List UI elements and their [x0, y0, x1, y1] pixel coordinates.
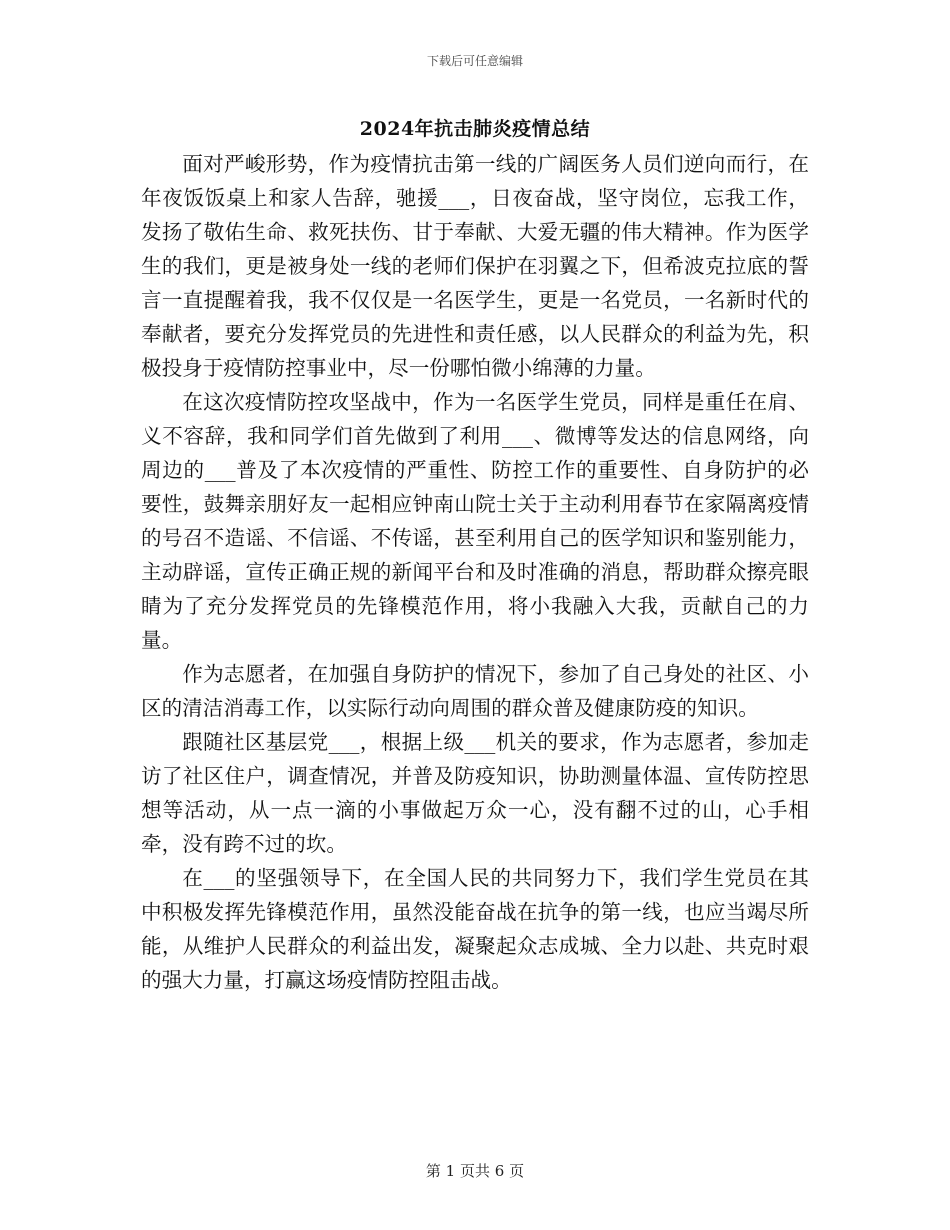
paragraph-2: 在这次疫情防控攻坚战中，作为一名医学生党员，同样是重任在肩、义不容辞，我和同学们首先做到了利用___、微博等发达的信息网络，向周边的___普及了本次疫情的严重性、防控工作的重要性、自身防护的必要性，鼓舞亲朋好友一起相应钟南山院士关于主动利用春节在家隔离疫情的号召不造谣、不信谣、不传谣，甚至利用自己的医学知识和鉴别能力，主动辟谣，宣传正确正规的新闻平台和及时准确的消息，帮助群众擦亮眼睛为了充分发挥党员的先锋模范作用，将小我融入大我，贡献自己的力量。: [141, 390, 809, 652]
paragraph-1: 面对严峻形势，作为疫情抗击第一线的广阔医务人员们逆向而行，在年夜饭饭桌上和家人告辞，驰援___，日夜奋战，坚守岗位，忘我工作，发扬了敬佑生命、救死扶伤、甘于奉献、大爱无疆的伟大精神。作为医学生的我们，更是被身处一线的老师们保护在羽翼之下，但希波克拉底的誓言一直提醒着我，我不仅仅是一名医学生，更是一名党员，一名新时代的奉献者，要充分发挥党员的先进性和责任感，以人民群众的利益为先，积极投身于疫情防控事业中，尽一份哪怕微小绵薄的力量。: [141, 152, 809, 380]
paragraph-3: 作为志愿者，在加强自身防护的情况下，参加了自己身处的社区、小区的清洁消毒工作，以实际行动向周围的群众普及健康防疫的知识。: [141, 662, 809, 720]
page-header-note: 下载后可任意编辑: [426, 54, 523, 68]
paragraph-4: 跟随社区基层党___，根据上级___机关的要求，作为志愿者，参加走访了社区住户，调查情况，并普及防疫知识，协助测量体温、宣传防控思想等活动，从一点一滴的小事做起万众一心，没有翻不过的山，心手相牵，没有跨不过的坎。: [141, 730, 809, 856]
page-number: 第 1 页共 6 页: [425, 1162, 525, 1180]
document-body: [141, 147, 809, 997]
paragraph-5: 在___的坚强领导下，在全国人民的共同努力下，我们学生党员在其中积极发挥先锋模范作用，虽然没能奋战在抗争的第一线，也应当竭尽所能，从维护人民群众的利益出发，凝聚起众志成城、全力以赴、共克时艰的强大力量，打赢这场疫情防控阻击战。: [141, 866, 809, 992]
document-title: 2024年抗击肺炎疫情总结: [359, 118, 591, 140]
